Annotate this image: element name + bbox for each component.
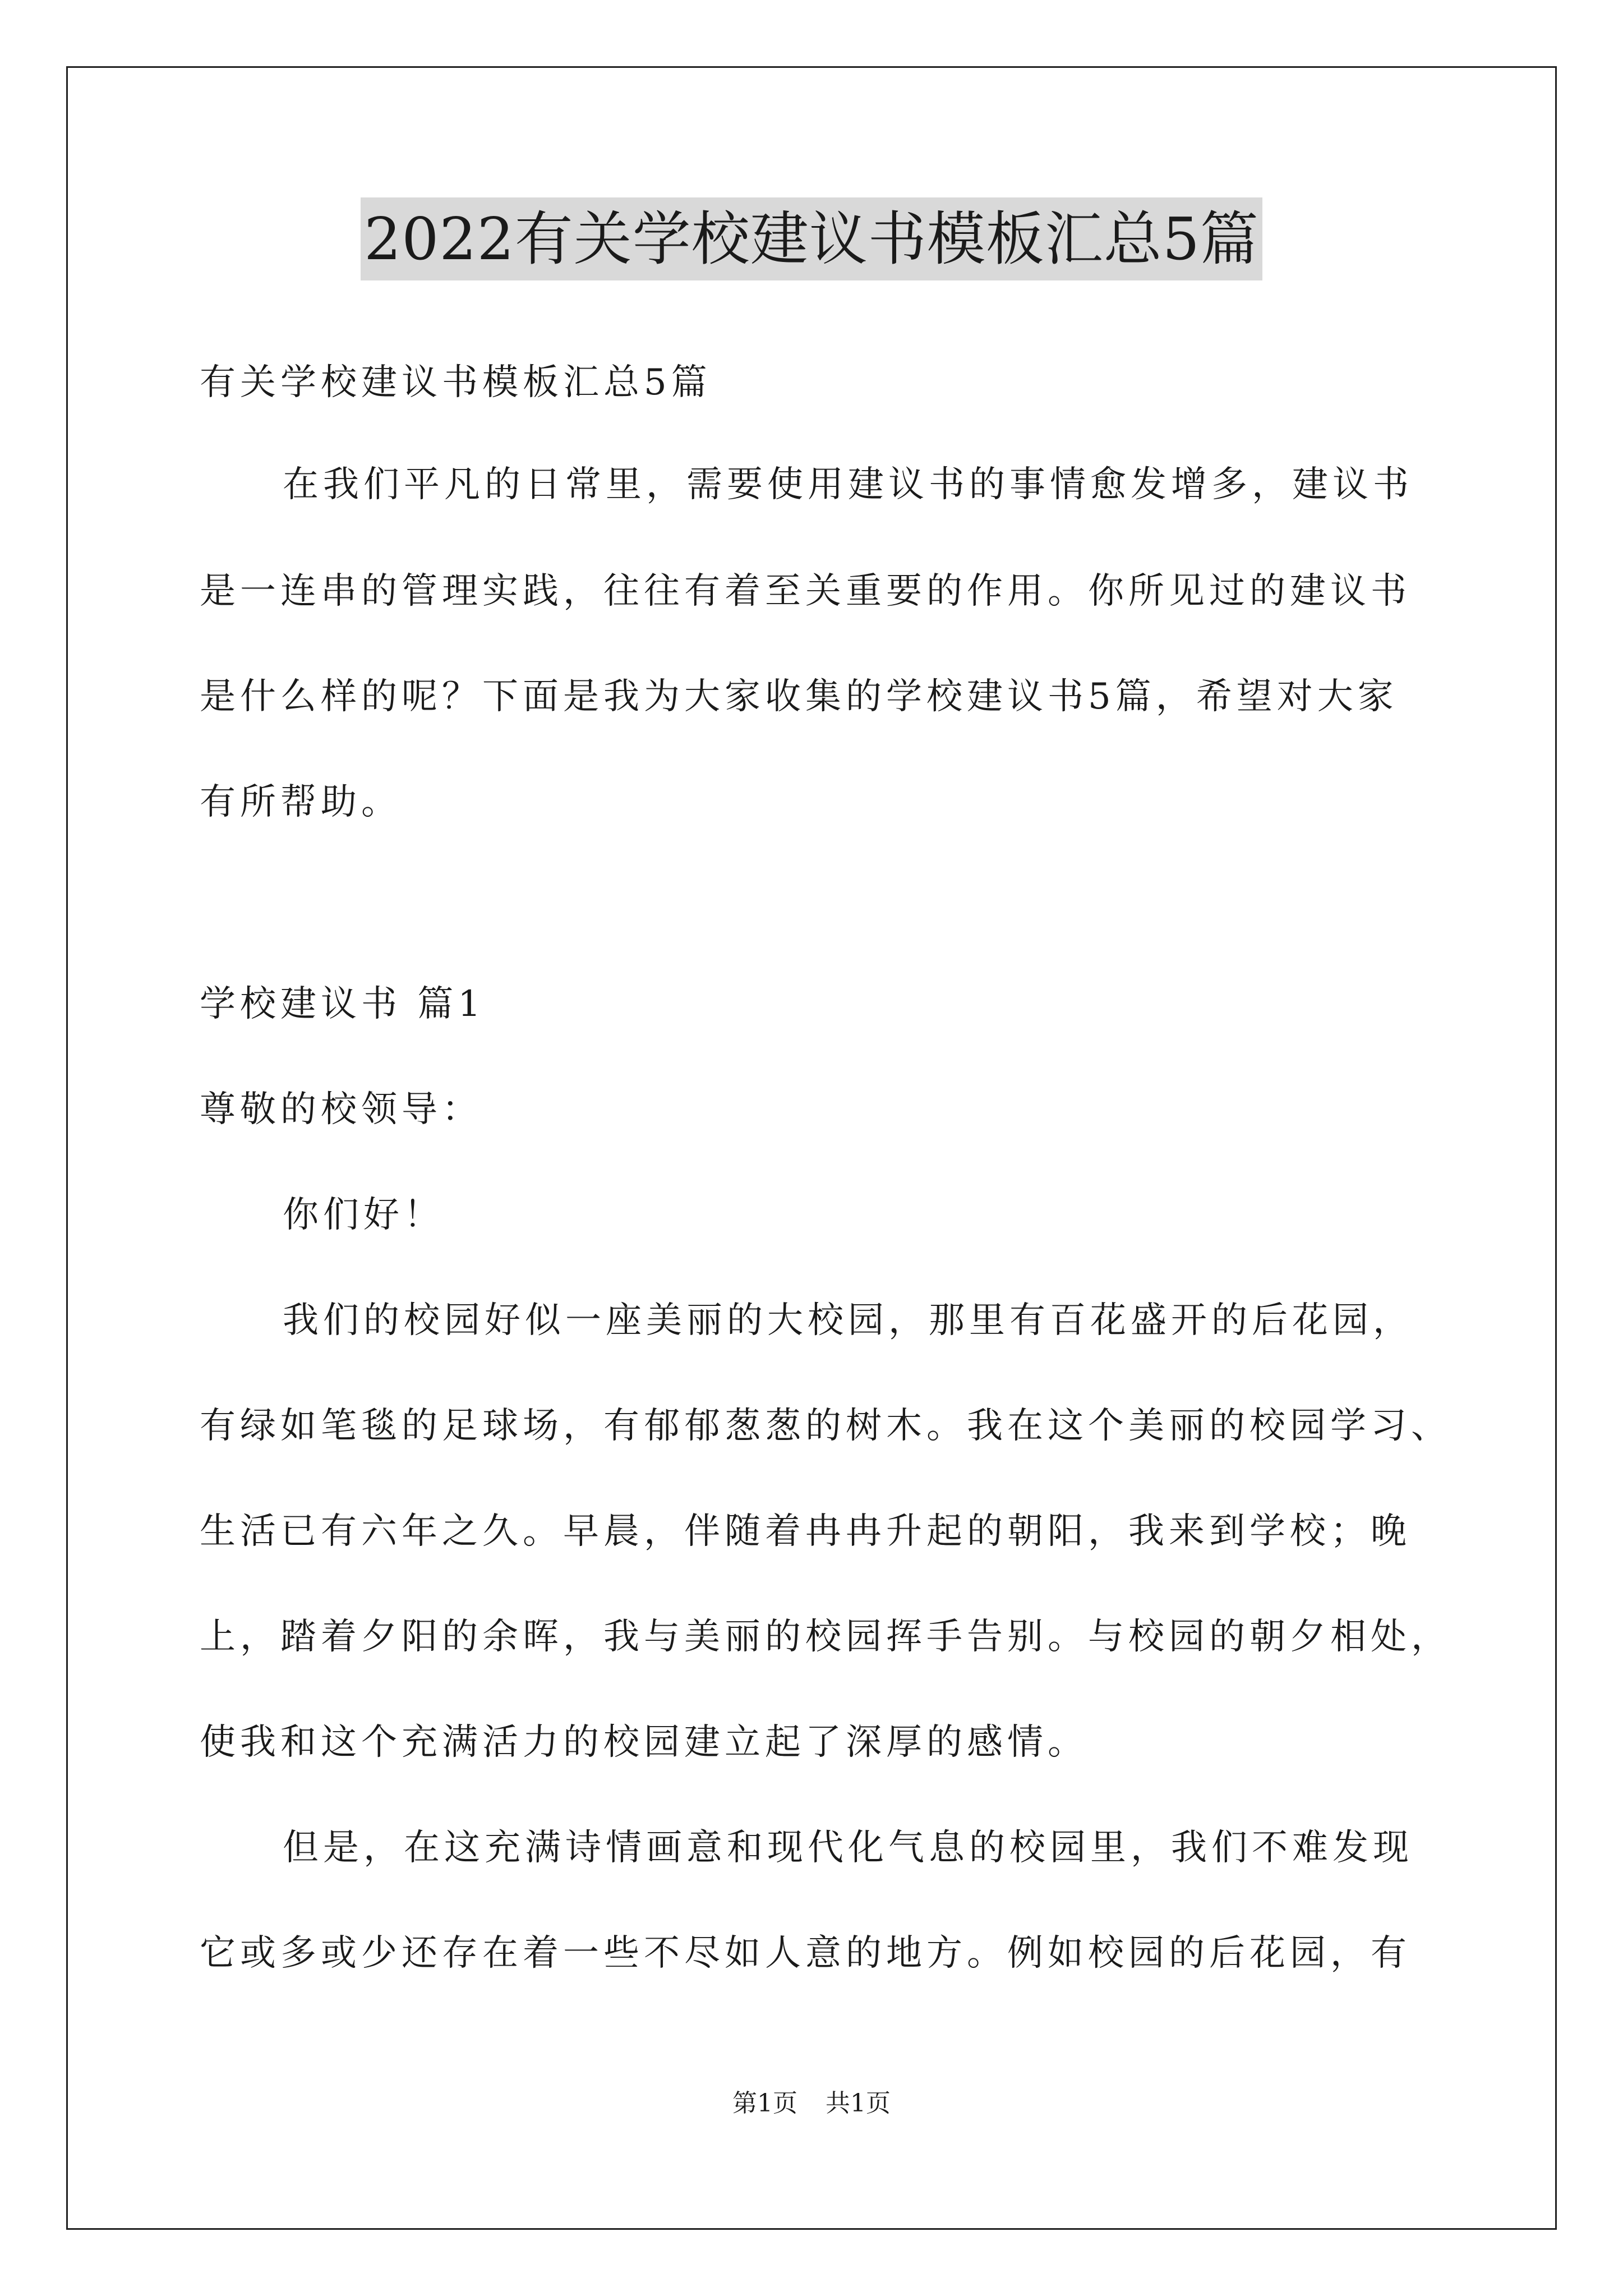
salutation: 尊敬的校领导： (200, 1089, 482, 1130)
page-number-total: 共1页 (826, 2089, 891, 2118)
paragraph-line: 我们的校园好似一座美丽的大校园，那里有百花盛开的后花园， (283, 1300, 1413, 1341)
subtitle: 有关学校建议书模板汇总5篇 (200, 362, 712, 403)
paragraph-line: 有绿如笔毯的足球场，有郁郁葱葱的树木。我在这个美丽的校园学习、 (200, 1405, 1451, 1447)
page-number-current: 第1页 (732, 2089, 797, 2118)
greeting: 你们好！ (283, 1194, 444, 1236)
paragraph-line: 但是，在这充满诗情画意和现代化气息的校园里，我们不难发现 (283, 1827, 1413, 1869)
intro-line: 是什么样的呢？下面是我为大家收集的学校建议书5篇，希望对大家 (200, 676, 1398, 717)
section-heading: 学校建议书 篇1 (200, 983, 486, 1025)
paragraph-line: 它或多或少还存在着一些不尽如人意的地方。例如校园的后花园，有 (200, 1932, 1411, 1974)
intro-line: 有所帮助。 (200, 781, 402, 823)
paragraph-line: 使我和这个充满活力的校园建立起了深厚的感情。 (200, 1722, 1088, 1763)
intro-line: 是一连串的管理实践，往往有着至关重要的作用。你所见过的建议书 (200, 570, 1411, 612)
document-title: 2022有关学校建议书模板汇总5篇 (361, 197, 1262, 280)
intro-line: 在我们平凡的日常里，需要使用建议书的事情愈发增多，建议书 (283, 464, 1413, 505)
paragraph-line: 上，踏着夕阳的余晖，我与美丽的校园挥手告别。与校园的朝夕相处， (200, 1616, 1451, 1658)
page-footer (0, 2087, 1623, 2120)
title-container (0, 197, 1623, 280)
paragraph-line: 生活已有六年之久。早晨，伴随着冉冉升起的朝阳，我来到学校；晚 (200, 1511, 1411, 1552)
